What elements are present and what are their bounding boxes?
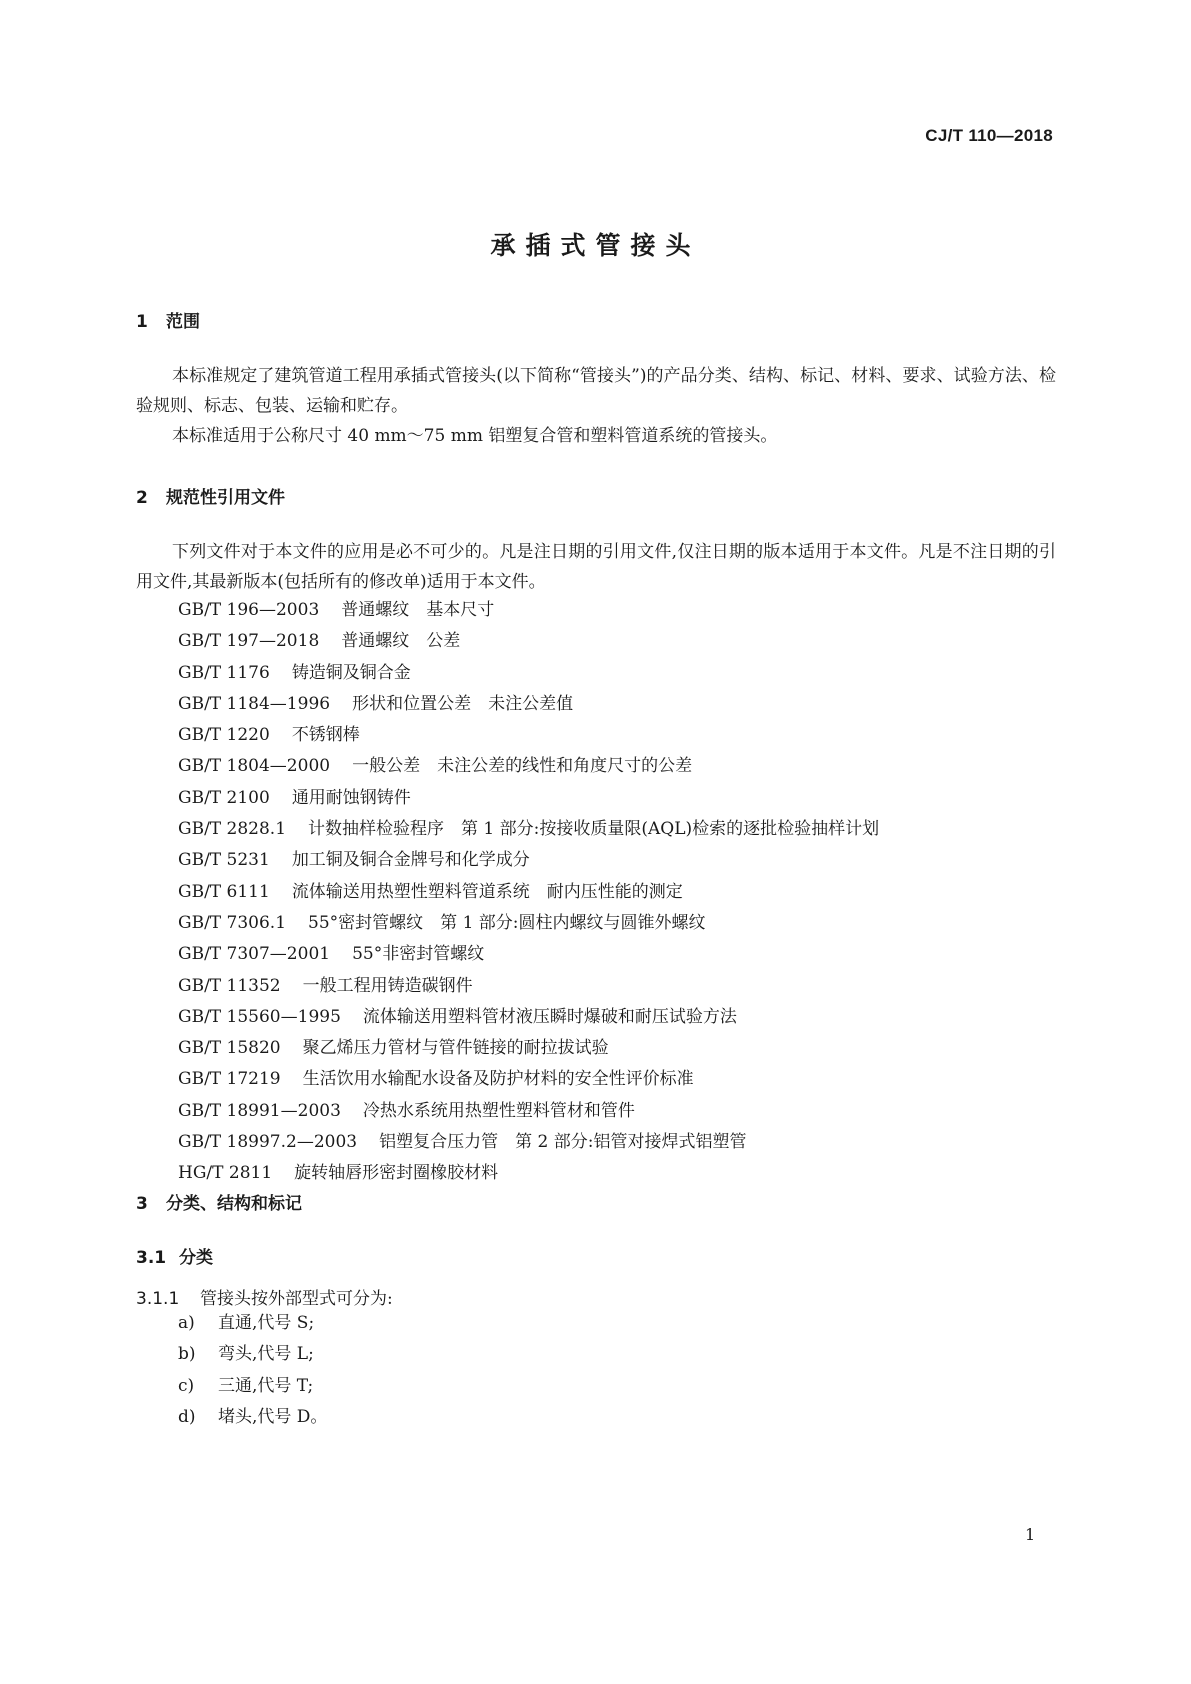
clause-3-1-1 xyxy=(136,1284,393,1309)
reference-code: GB/T 17219 xyxy=(178,1069,281,1090)
reference-item xyxy=(178,1096,879,1127)
list-item xyxy=(178,1339,327,1370)
reference-item xyxy=(178,751,879,782)
reference-code: GB/T 1176 xyxy=(178,662,270,683)
reference-item xyxy=(178,1033,879,1064)
reference-item xyxy=(178,845,879,876)
reference-code: GB/T 7306.1 xyxy=(178,912,287,933)
reference-item xyxy=(178,1158,879,1189)
reference-title: 通用耐蚀钢铸件 xyxy=(291,787,411,808)
reference-item xyxy=(178,939,879,970)
section-number: 1 xyxy=(136,312,148,332)
reference-title: 55°密封管螺纹 第 1 部分:圆柱内螺纹与圆锥外螺纹 xyxy=(308,912,706,933)
section-title: 分类、结构和标记 xyxy=(166,1194,302,1214)
reference-code: GB/T 196—2003 xyxy=(178,600,320,620)
reference-code: GB/T 11352 xyxy=(178,975,281,996)
section-1-paragraph-1: 本标准规定了建筑管道工程用承插式管接头(以下简称“管接头”)的产品分类、结构、标记、材料、要求、试验方法、检验规则、标志、包装、运输和贮存。 xyxy=(136,366,1056,416)
reference-title: 加工铜及铜合金牌号和化学成分 xyxy=(291,850,530,871)
list-label: a) xyxy=(178,1313,195,1333)
section-title: 范围 xyxy=(166,312,200,332)
list-item xyxy=(178,1371,327,1402)
reference-title: 一般公差 未注公差的线性和角度尺寸的公差 xyxy=(352,756,693,777)
reference-code: GB/T 2828.1 xyxy=(178,819,287,840)
reference-title: 普通螺纹 基本尺寸 xyxy=(341,600,495,620)
reference-title: 聚乙烯压力管材与管件链接的耐拉拔试验 xyxy=(302,1038,609,1059)
reference-code: GB/T 197—2018 xyxy=(178,631,320,652)
reference-code: GB/T 2100 xyxy=(178,787,270,808)
reference-item xyxy=(178,626,879,657)
reference-item xyxy=(178,877,879,908)
section-2-intro: 下列文件对于本文件的应用是必不可少的。凡是注日期的引用文件,仅注日期的版本适用于本文件。凡是不注日期的引用文件,其最新版本(包括所有的修改单)适用于本文件。 xyxy=(136,542,1056,592)
reference-item xyxy=(178,908,879,939)
reference-item xyxy=(178,814,879,845)
section-number: 3 xyxy=(136,1194,148,1214)
reference-title: 冷热水系统用热塑性塑料管材和管件 xyxy=(362,1100,635,1121)
reference-item xyxy=(178,658,879,689)
list-text: 三通,代号 T; xyxy=(218,1375,314,1396)
reference-item xyxy=(178,1127,879,1158)
list-text: 弯头,代号 L; xyxy=(218,1344,314,1365)
page-number: 1 xyxy=(1025,1525,1036,1544)
reference-title: 生活饮用水输配水设备及防护材料的安全性评价标准 xyxy=(302,1069,694,1090)
reference-item xyxy=(178,1002,879,1033)
list-label: c) xyxy=(178,1375,195,1396)
reference-title: 旋转轴唇形密封圈橡胶材料 xyxy=(294,1163,499,1184)
reference-item xyxy=(178,1064,879,1095)
standard-code: CJ/T 110—2018 xyxy=(925,126,1053,145)
document-title: 承插式管接头 xyxy=(490,231,701,260)
clause-number: 3.1.1 xyxy=(136,1289,180,1309)
clause-text: 管接头按外部型式可分为: xyxy=(200,1289,393,1309)
reference-code: GB/T 15820 xyxy=(178,1038,281,1059)
reference-code: HG/T 2811 xyxy=(178,1163,273,1184)
section-title: 规范性引用文件 xyxy=(166,488,285,508)
reference-code: GB/T 18997.2—2003 xyxy=(178,1132,358,1153)
reference-item xyxy=(178,971,879,1002)
reference-item xyxy=(178,720,879,751)
reference-code: GB/T 5231 xyxy=(178,850,270,871)
reference-title: 形状和位置公差 未注公差值 xyxy=(352,693,574,714)
section-1-paragraph-2: 本标准适用于公称尺寸 40 mm～75 mm 铝塑复合管和塑料管道系统的管接头。 xyxy=(172,426,778,446)
reference-title: 普通螺纹 公差 xyxy=(341,631,461,652)
reference-title: 55°非密封管螺纹 xyxy=(352,944,485,965)
list-label: b) xyxy=(178,1344,196,1365)
list-item xyxy=(178,1308,327,1339)
reference-title: 流体输送用塑料管材液压瞬时爆破和耐压试验方法 xyxy=(362,1006,737,1027)
reference-title: 计数抽样检验程序 第 1 部分:按接收质量限(AQL)检索的逐批检验抽样计划 xyxy=(308,819,880,840)
list-label: d) xyxy=(178,1406,196,1427)
reference-item xyxy=(178,689,879,720)
section-2-heading xyxy=(136,483,285,508)
list-text: 直通,代号 S; xyxy=(218,1313,315,1333)
reference-code: GB/T 6111 xyxy=(178,881,270,902)
reference-code: GB/T 1184—1996 xyxy=(178,693,331,714)
section-number: 2 xyxy=(136,488,148,508)
reference-title: 铸造铜及铜合金 xyxy=(291,662,411,683)
type-list xyxy=(178,1308,327,1433)
reference-code: GB/T 7307—2001 xyxy=(178,944,331,965)
reference-title: 一般工程用铸造碳钢件 xyxy=(302,975,473,996)
normative-references-list xyxy=(178,595,879,1190)
reference-item xyxy=(178,783,879,814)
subsection-number: 3.1 xyxy=(136,1248,167,1268)
section-3-heading xyxy=(136,1189,302,1214)
reference-code: GB/T 1220 xyxy=(178,725,270,746)
reference-title: 铝塑复合压力管 第 2 部分:铝管对接焊式铝塑管 xyxy=(379,1132,747,1153)
list-text: 堵头,代号 D。 xyxy=(218,1406,328,1427)
reference-title: 不锈钢棒 xyxy=(291,725,360,746)
reference-item xyxy=(178,595,879,626)
subsection-title: 分类 xyxy=(179,1248,213,1268)
subsection-3-1-heading xyxy=(136,1243,213,1268)
section-1-heading xyxy=(136,307,200,332)
reference-code: GB/T 1804—2000 xyxy=(178,756,331,777)
list-item xyxy=(178,1402,327,1433)
reference-code: GB/T 18991—2003 xyxy=(178,1100,341,1121)
reference-code: GB/T 15560—1995 xyxy=(178,1006,341,1027)
reference-title: 流体输送用热塑性塑料管道系统 耐内压性能的测定 xyxy=(291,881,683,902)
